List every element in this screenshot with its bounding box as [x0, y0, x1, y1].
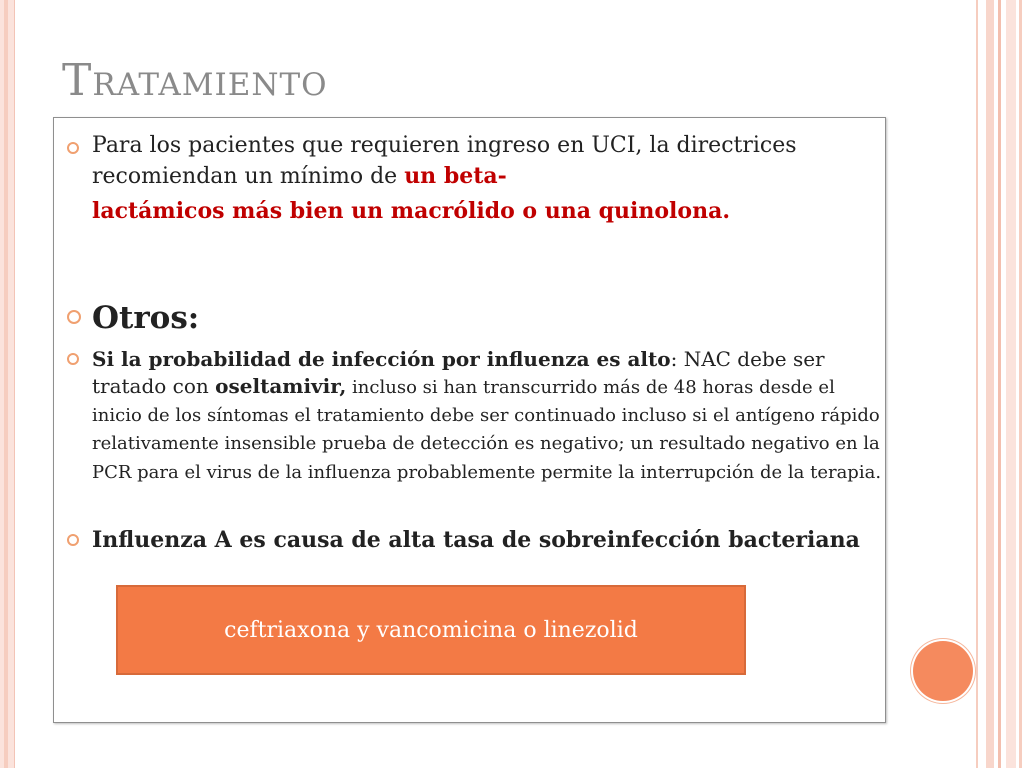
bullet-text-1	[92, 130, 882, 227]
decorative-circle	[913, 641, 973, 701]
bullet-icon	[67, 353, 79, 365]
callout-box	[116, 585, 746, 675]
stripe	[986, 0, 994, 768]
right-decorative-stripes	[972, 0, 1024, 768]
bullet-1-highlight-a: un beta-	[404, 163, 507, 189]
bullet-text-3	[92, 346, 882, 488]
bullet-3-bold-a: Si la probabilidad de infección por influenza es alto	[92, 347, 671, 371]
callout-text: ceftriaxona y vancomicina o linezolid	[224, 617, 638, 643]
stripe	[1006, 0, 1016, 768]
stripe	[1019, 0, 1022, 768]
bullet-icon	[67, 534, 79, 546]
bullet-heading-otros: Otros:	[92, 300, 200, 336]
stripe	[976, 0, 978, 768]
bullet-3-small-a: incluso si han transcurrido más de 48 horas desde el inicio de los síntomas el tratamiento debe ser continuado incluso si el antígeno rápido relativamente insensible prueba de detección es negativo; un resultado negativo en la PCR para el virus de	[92, 377, 880, 483]
bullet-3-bold-b: oseltamivir,	[215, 374, 347, 398]
slide-title: Tratamiento	[62, 55, 328, 106]
bullet-icon	[67, 310, 81, 324]
bullet-3-text-a: : NAC debe ser tratado con	[92, 347, 825, 398]
left-decorative-border	[0, 0, 15, 768]
bullet-text-4: Influenza A es causa de alta tasa de sobreinfección bacteriana	[92, 527, 860, 553]
bullet-3-small-b: la influenza probablemente permite la interrupción de la terapia.	[285, 462, 882, 483]
bullet-1-text: Para los pacientes que requieren ingreso en UCI, la directrices recomiendan un mínimo de	[92, 133, 797, 189]
bullet-icon	[67, 142, 79, 154]
bullet-1-highlight-b: lactámicos más bien un macrólido o una quinolona.	[92, 198, 730, 224]
stripe	[998, 0, 1001, 768]
